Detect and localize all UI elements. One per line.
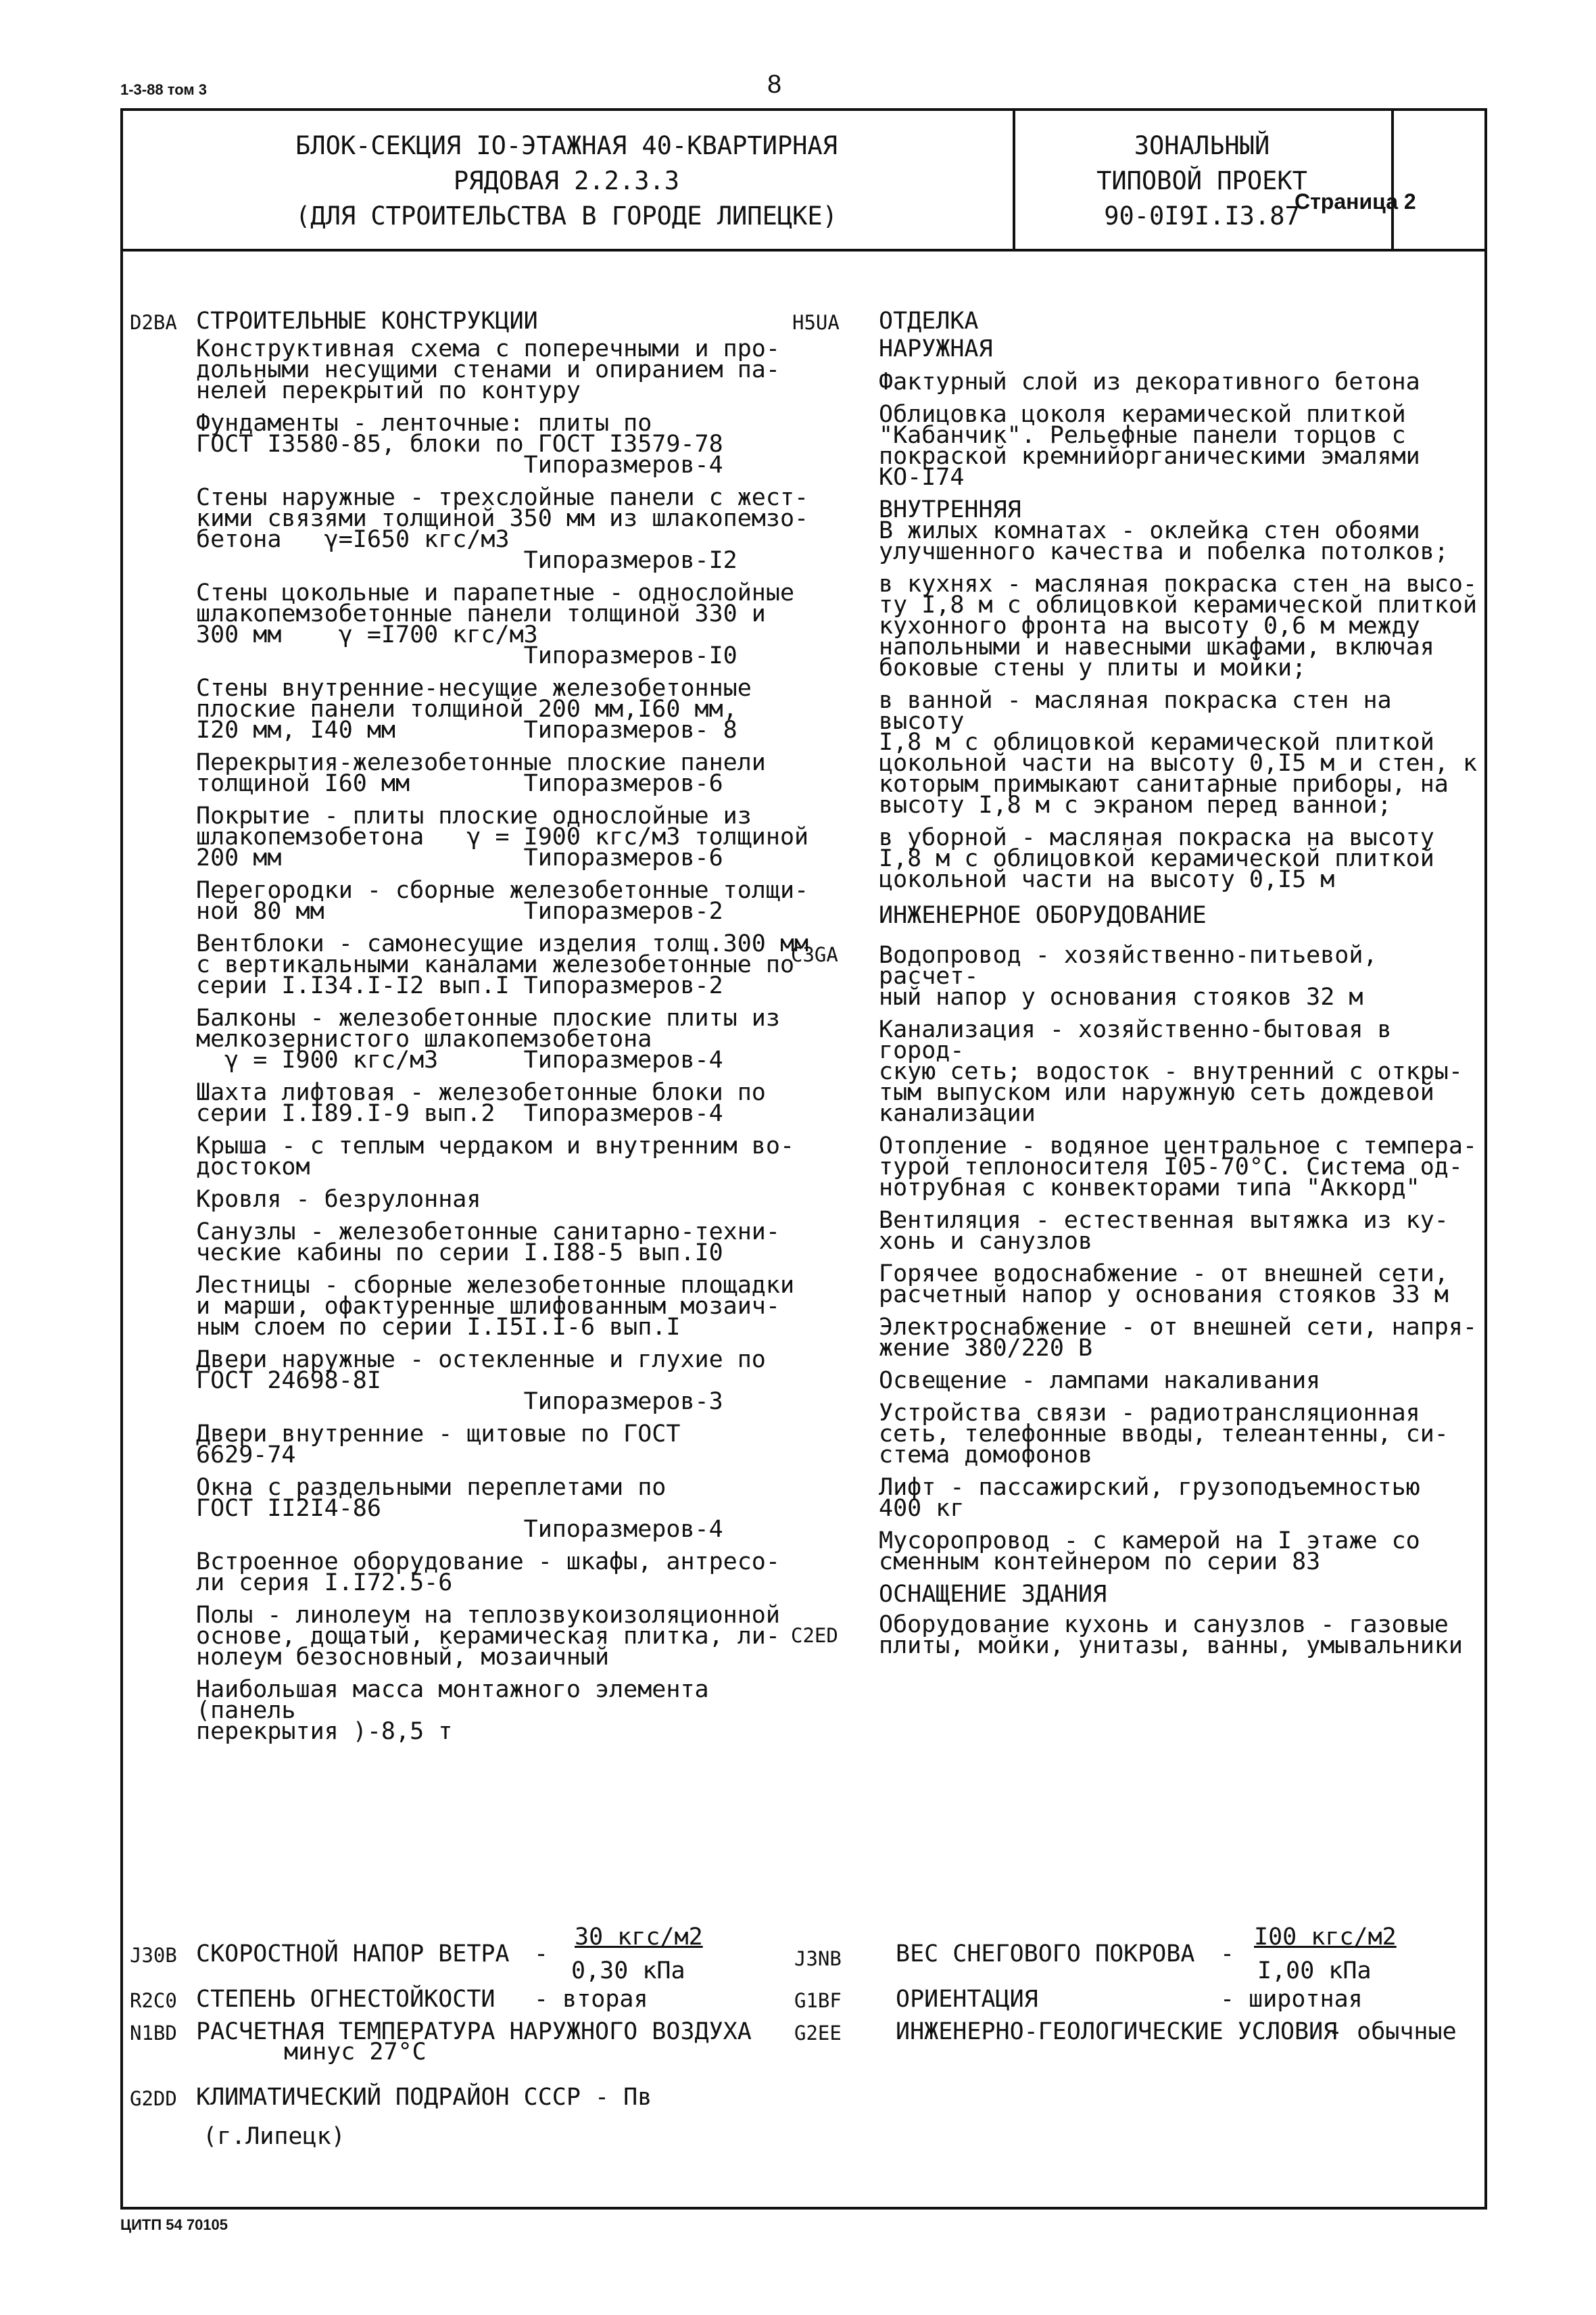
wind-label: СКОРОСТНОЙ НАПОР ВЕТРА [196, 1940, 510, 1967]
structures-list [196, 335, 818, 1745]
temperature-label: РАСЧЕТНАЯ ТЕМПЕРАТУРА НАРУЖНОГО ВОЗДУХА [196, 2018, 752, 2045]
snow-dash: - [1220, 1940, 1235, 1967]
section-heading: ОСНАЩЕНИЕ ЗДАНИЯ [879, 1581, 1107, 1608]
wind-dash: - [534, 1940, 549, 1967]
structure-item: Покрытие - плиты плоские однослойные из шлакопемзобетона γ = I900 кгс/м3 толщиной 200 мм Типоразмеров-6 [196, 803, 809, 872]
geology-value: - обычные [1328, 2018, 1457, 2045]
param-code: G1BF [794, 1989, 842, 2012]
engineering-item: Электроснабжение - от внешней сети, напря- жение 380/220 В [879, 1314, 1478, 1362]
engineering-item: Мусоропровод - с камерой на I этаже со сменным контейнером по серии 83 [879, 1527, 1420, 1575]
structure-item: Встроенное оборудование - шкафы, антресо- ли серия I.I72.5-6 [196, 1548, 780, 1596]
section-heading: СТРОИТЕЛЬНЫЕ КОНСТРУКЦИИ [196, 308, 538, 335]
engineering-item: Горячее водоснабжение - от внешней сети, расчетный напор у основания стояков 33 м [879, 1260, 1449, 1308]
section-code: H5UA [792, 311, 840, 334]
structure-item: Перекрытия-железобетонные плоские панели толщиной I60 мм Типоразмеров-6 [196, 749, 766, 797]
section-heading: ИНЖЕНЕРНОЕ ОБОРУДОВАНИЕ [879, 902, 1207, 929]
snow-value-kpa: I,00 кПа [1257, 1957, 1372, 1984]
structure-item: Лестницы - сборные железобетонные площадки и марши, офактуренные шлифованным мозаич- ным слоем по серии I.I5I.I-6 вып.I [196, 1272, 795, 1341]
section-heading: ОТДЕЛКА [879, 308, 979, 335]
outer-finish-item: Фактурный слой из декоративного бетона [879, 368, 1420, 396]
subsection-heading: НАРУЖНАЯ [879, 335, 993, 362]
wind-value: 30 кгс/м2 [575, 1924, 703, 1951]
sheet-label: Страница 2 [1295, 189, 1416, 214]
fire-resistance-value: - вторая [534, 1986, 648, 2013]
structure-item: Фундаменты - ленточные: плиты по ГОСТ I3580-85, блоки по ГОСТ I3579-78 Типоразмеров-4 [196, 410, 723, 479]
section-code: C2ED [791, 1624, 838, 1647]
orientation-label: ОРИЕНТАЦИЯ [896, 1986, 1038, 2013]
outer-finish-item: Облицовка цоколя керамической плиткой "Кабанчик". Рельефные панели торцов с покраской кремнийорганическими эмалями КО-I74 [879, 401, 1420, 491]
fire-resistance-label: СТЕПЕНЬ ОГНЕСТОЙКОСТИ [196, 1986, 495, 2013]
title-divider [1391, 108, 1394, 249]
structure-item: Стены внутренние-несущие железобетонные плоские панели толщиной 200 мм,I60 мм, I20 мм, I40 мм Типоразмеров- 8 [196, 675, 752, 744]
structure-item: Стены цокольные и парапетные - однослойные шлакопемзобетонные панели толщиной 330 и 300 мм γ =I700 кгс/м3 Типоразмеров-I0 [196, 579, 795, 669]
engineering-item: Отопление - водяное центральное с темпера- турой теплоносителя I05-70°С. Система од- нотрубная с конвекторами типа "Аккорд" [879, 1132, 1478, 1201]
structure-item: Вентблоки - самонесущие изделия толщ.300 мм с вертикальными каналами железобетонные по серии I.I34.I-I2 вып.I Типоразмеров-2 [196, 930, 809, 999]
param-code: J3NB [794, 1947, 842, 1970]
page-number: 8 [767, 70, 782, 99]
climate-label: КЛИМАТИЧЕСКИЙ ПОДРАЙОН СССР - Пв [196, 2084, 652, 2111]
title-block [120, 108, 1487, 252]
structure-item: Перегородки - сборные железобетонные толщи- ной 80 мм Типоразмеров-2 [196, 877, 809, 925]
snow-label: ВЕС СНЕГОВОГО ПОКРОВА [896, 1940, 1195, 1967]
project-line: ЗОНАЛЬНЫЙ [1134, 131, 1270, 160]
inner-finish-item: в кухнях - масляная покраска стен на высо- ту I,8 м с облицовкой керамической плиткой кухонного фронта на высоту 0,6 м между напольными и навесными шкафами, включая боковые стены у плиты и мойки; [879, 571, 1478, 682]
engineering-item: Лифт - пассажирский, грузоподъемностью 400 кг [879, 1474, 1420, 1522]
snow-value: I00 кгс/м2 [1254, 1924, 1397, 1951]
structure-item: Шахта лифтовая - железобетонные блоки по серии I.I89.I-9 вып.2 Типоразмеров-4 [196, 1079, 766, 1127]
equipment-text: Оборудование кухонь и санузлов - газовые плиты, мойки, унитазы, ванны, умывальники [879, 1611, 1463, 1659]
subsection-heading: ВНУТРЕННЯЯ [879, 496, 1021, 523]
structure-item: Стены наружные - трехслойные панели с жест- кими связями толщиной 350 мм из шлакопемзо- бетона γ=I650 кгс/м3 Типоразмеров-I2 [196, 484, 809, 574]
param-code: R2C0 [130, 1989, 177, 2012]
param-code: J30B [130, 1944, 177, 1967]
project-line: 90-0I9I.I3.87 [1104, 201, 1300, 231]
geology-label: ИНЖЕНЕРНО-ГЕОЛОГИЧЕСКИЕ УСЛОВИЯ [896, 2018, 1338, 2045]
climate-city: (г.Липецк) [203, 2123, 345, 2150]
wind-value-kpa: 0,30 кПа [571, 1957, 685, 1984]
temperature-value: минус 27°С [284, 2038, 427, 2066]
structure-item: Крыша - с теплым чердаком и внутренним во- достоком [196, 1132, 795, 1180]
project-designation [1013, 128, 1391, 234]
param-code: N1BD [130, 2022, 177, 2045]
inner-finish-item: в уборной - масляная покраска на высоту I,8 м с облицовкой керамической плиткой цокольной части на высоту 0,I5 м [879, 824, 1434, 893]
structure-item: Конструктивная схема с поперечными и про- дольными несущими стенами и опиранием па- нелей перекрытий по контуру [196, 335, 780, 404]
structure-item: Полы - линолеум на теплозвукоизоляционной основе, дощатый, керамическая плитка, ли- нолеум безосновный, мозаичный [196, 1602, 780, 1671]
param-code: G2DD [130, 2087, 177, 2110]
project-line: ТИПОВОЙ ПРОЕКТ [1096, 166, 1307, 195]
structures-section [196, 308, 818, 1754]
engineering-item: Канализация - хозяйственно-бытовая в город- скую сеть; водосток - внутренний с откры- тым выпуском или наружную сеть дождевой канализации [879, 1016, 1463, 1127]
structure-item: Окна с раздельными переплетами по ГОСТ II2I4-86 Типоразмеров-4 [196, 1474, 723, 1543]
outer-finish-list [879, 368, 1487, 491]
inner-finish-list [879, 517, 1487, 893]
structure-item: Двери наружные - остекленные и глухие по ГОСТ 24698-8I Типоразмеров-3 [196, 1346, 766, 1415]
structure-item: Наибольшая масса монтажного элемента (панель перекрытия )-8,5 т [196, 1676, 709, 1745]
document-title [120, 128, 1013, 234]
structure-item: Санузлы - железобетонные санитарно-техни- ческие кабины по серии I.I88-5 вып.I0 [196, 1218, 780, 1266]
param-code: G2EE [794, 2022, 842, 2045]
structure-item: Кровля - безрулонная [196, 1186, 481, 1213]
document-reference: 1-3-88 том 3 [120, 81, 207, 98]
section-code: C3GA [791, 943, 838, 966]
orientation-value: - широтная [1220, 1986, 1363, 2013]
engineering-item: Водопровод - хозяйственно-питьевой, расчет- ный напор у основания стояков 32 м [879, 942, 1378, 1011]
structure-item: Двери внутренние - щитовые по ГОСТ 6629-74 [196, 1421, 681, 1469]
inner-finish-item: в ванной - масляная покраска стен на высоту I,8 м с облицовкой керамической плиткой цокольной части на высоту 0,I5 м и стен, к которым примыкают санитарные приборы, на высоту I,8 м с экраном перед ванной; [879, 687, 1478, 819]
engineering-item: Вентиляция - естественная вытяжка из ку- хонь и санузлов [879, 1207, 1449, 1255]
engineering-item: Устройства связи - радиотрансляционная сеть, телефонные вводы, телеантенны, си- стема домофонов [879, 1400, 1449, 1469]
engineering-list [879, 942, 1487, 1575]
publisher-footer: ЦИТП 54 70105 [120, 2216, 228, 2233]
inner-finish-item: В жилых комнатах - оклейка стен обоями улучшенного качества и побелка потолков; [879, 517, 1449, 565]
structure-item: Балконы - железобетонные плоские плиты из мелкозернистого шлакопемзобетона γ = I900 кгс/м3 Типоразмеров-4 [196, 1005, 780, 1074]
section-code: D2BA [130, 311, 177, 334]
engineering-item: Освещение - лампами накаливания [879, 1367, 1321, 1394]
title-line: БЛОК-СЕКЦИЯ IO-ЭТАЖНАЯ 40-КВАРТИРНАЯ [295, 131, 838, 160]
finishing-section [879, 308, 1487, 1668]
title-line: РЯДОВАЯ 2.2.3.3 [453, 166, 680, 195]
title-line: (ДЛЯ СТРОИТЕЛЬСТВА В ГОРОДЕ ЛИПЕЦКЕ) [295, 201, 838, 231]
